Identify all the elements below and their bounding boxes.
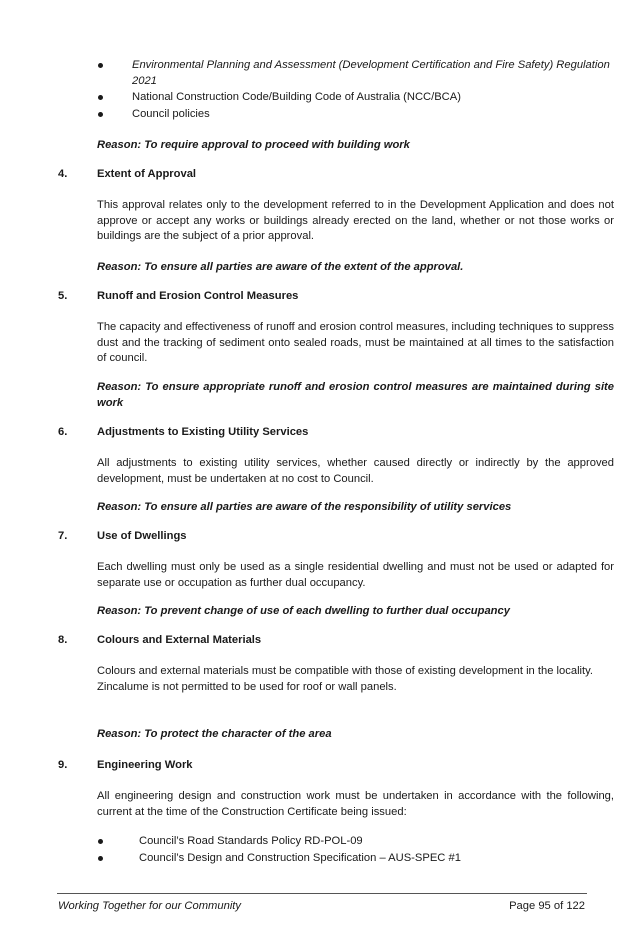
bullet-icon — [98, 856, 103, 861]
bullet-text: Environmental Planning and Assessment (Development Certification and Fire Safety) Regulation 2021 — [132, 59, 610, 87]
condition-body — [97, 664, 614, 695]
footer-tagline: Working Together for our Community — [58, 900, 242, 912]
body-paragraph: All engineering design and construction work must be undertaken in accordance with the following, current at the time of the Construction Certificate being issued: — [97, 790, 614, 818]
condition-title: Use of Dwellings — [97, 530, 187, 542]
condition-title: Runoff and Erosion Control Measures — [97, 290, 299, 302]
condition-body — [97, 320, 614, 367]
engineering-bullet-list — [96, 834, 614, 866]
bullet-item — [96, 834, 614, 850]
bullet-text: National Construction Code/Building Code of Australia (NCC/BCA) — [132, 91, 461, 103]
body-paragraph: The capacity and effectiveness of runoff and erosion control measures, including techniques to suppress dust and the tracking of sediment onto sealed roads, must be maintained at all times to the satisfaction of council. — [97, 321, 614, 364]
reason-text: Reason: To ensure all parties are aware of the extent of the approval. — [97, 261, 464, 273]
condition-number: 7. — [58, 530, 68, 542]
condition-number: 6. — [58, 426, 68, 438]
bullet-item — [96, 107, 614, 123]
reason-text: Reason: To require approval to proceed with building work — [97, 139, 410, 151]
condition-number: 5. — [58, 290, 68, 302]
bullet-icon — [98, 839, 103, 844]
condition-body — [97, 560, 614, 591]
condition-title: Colours and External Materials — [97, 634, 262, 646]
reason-text: Reason: To prevent change of use of each dwelling to further dual occupancy — [97, 605, 510, 617]
page-number: Page 95 of 122 — [509, 900, 585, 912]
condition-title: Extent of Approval — [97, 168, 197, 180]
body-paragraph: Zincalume is not permitted to be used for roof or wall panels. — [97, 680, 397, 693]
reason-text: Reason: To ensure appropriate runoff and erosion control measures are maintained during site work — [97, 381, 614, 409]
reason-text: Reason: To ensure all parties are aware of the responsibility of utility services — [97, 501, 512, 513]
bullet-item — [96, 90, 614, 106]
bullet-text: Council’s Road Standards Policy RD-POL-09 — [139, 835, 363, 847]
body-paragraph: Colours and external materials must be compatible with those of existing development in the locality. — [97, 665, 594, 677]
condition-title: Engineering Work — [97, 759, 193, 771]
condition-title: Adjustments to Existing Utility Services — [97, 426, 309, 438]
body-paragraph: Each dwelling must only be used as a single residential dwelling and must not be used or adapted for separate use or occupation as further dual occupancy. — [97, 561, 614, 589]
reason-text: Reason: To protect the character of the area — [97, 728, 332, 740]
bullet-icon — [98, 112, 103, 117]
body-paragraph: This approval relates only to the development referred to in the Development Application and does not approve or accept any works or buildings already erected on the land, whether or not those works or buildings are the subject of a prior approval. — [97, 199, 614, 242]
bullet-text: Council policies — [132, 107, 210, 120]
bullet-text: Council’s Design and Construction Specification – AUS-SPEC #1 — [139, 851, 461, 864]
bullet-item — [96, 851, 614, 867]
condition-number: 9. — [58, 759, 68, 771]
bullet-item — [96, 58, 614, 89]
condition-body — [97, 456, 614, 487]
body-paragraph: All adjustments to existing utility services, whether caused directly or indirectly by the approved development, must be undertaken at no cost to Council. — [97, 457, 614, 485]
condition-number: 4. — [58, 168, 68, 180]
condition-body — [97, 789, 614, 820]
footer-divider — [57, 893, 587, 894]
condition-body — [97, 198, 614, 245]
bullet-icon — [98, 95, 103, 100]
bullet-icon — [98, 63, 103, 68]
intro-bullet-list — [96, 58, 614, 122]
condition-number: 8. — [58, 634, 68, 646]
